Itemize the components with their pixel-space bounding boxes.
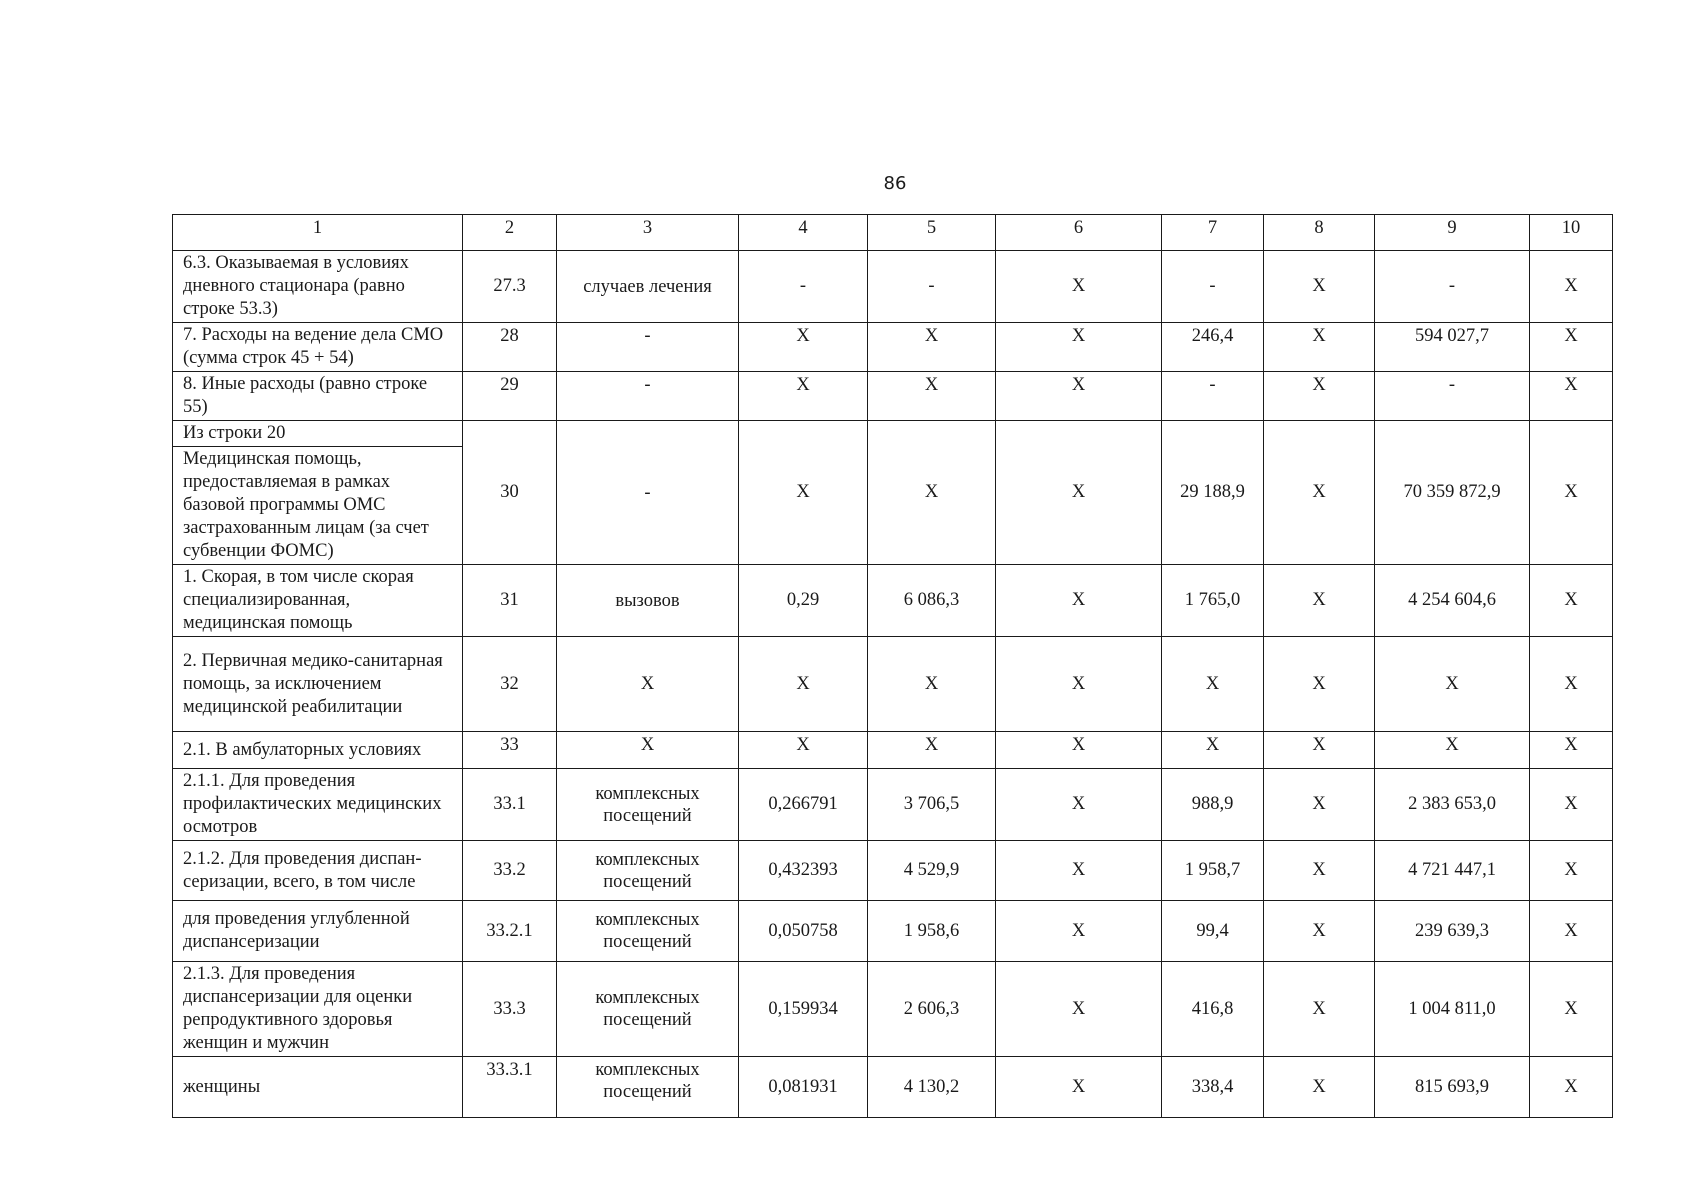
table-row xyxy=(173,962,1613,1057)
row-unit: комплексных посещений xyxy=(557,1057,739,1118)
table-row xyxy=(173,251,1613,323)
cell-col6: Х xyxy=(996,251,1162,323)
row-line-code: 31 xyxy=(463,565,557,637)
cell-col5: Х xyxy=(868,421,996,565)
cell-col10: Х xyxy=(1530,637,1613,732)
row-name: 7. Расходы на ведение дела СМО (сумма строк 45 + 54) xyxy=(173,323,463,372)
cell-col10: Х xyxy=(1530,251,1613,323)
cell-col7: 416,8 xyxy=(1162,962,1264,1057)
row-name: 2.1. В амбулаторных условиях xyxy=(173,732,463,769)
cell-col10: Х xyxy=(1530,1057,1613,1118)
row-name: 2.1.1. Для проведения профилактических медицинских осмотров xyxy=(173,769,463,841)
cell-col6: Х xyxy=(996,637,1162,732)
row-name: 2. Первичная медико-санитарная помощь, за исключением медицинской реабилитации xyxy=(173,637,463,732)
cell-col9: 239 639,3 xyxy=(1375,901,1530,962)
cell-col4: Х xyxy=(739,637,868,732)
cell-col6: Х xyxy=(996,962,1162,1057)
cell-col8: Х xyxy=(1264,637,1375,732)
cell-col7: Х xyxy=(1162,637,1264,732)
cell-col7: 1 958,7 xyxy=(1162,841,1264,901)
cell-col10: Х xyxy=(1530,962,1613,1057)
column-number: 5 xyxy=(868,215,996,251)
row-unit: - xyxy=(557,421,739,565)
cell-col10: Х xyxy=(1530,372,1613,421)
cell-col8: Х xyxy=(1264,841,1375,901)
cell-col9: Х xyxy=(1375,637,1530,732)
cell-col4: - xyxy=(739,251,868,323)
cell-col9: Х xyxy=(1375,732,1530,769)
column-number: 10 xyxy=(1530,215,1613,251)
row-name: для проведения углубленной диспансеризации xyxy=(173,901,463,962)
column-number: 6 xyxy=(996,215,1162,251)
cell-col8: Х xyxy=(1264,323,1375,372)
cell-col6: Х xyxy=(996,841,1162,901)
row-line-code: 33 xyxy=(463,732,557,769)
cell-col4: 0,159934 xyxy=(739,962,868,1057)
cell-col5: 4 529,9 xyxy=(868,841,996,901)
cell-col7: 338,4 xyxy=(1162,1057,1264,1118)
cell-col9: 815 693,9 xyxy=(1375,1057,1530,1118)
row-unit: Х xyxy=(557,637,739,732)
row-line-code: 30 xyxy=(463,421,557,565)
cell-col5: - xyxy=(868,251,996,323)
cell-col4: Х xyxy=(739,372,868,421)
row-unit: комплексных посещений xyxy=(557,841,739,901)
column-number: 1 xyxy=(173,215,463,251)
cell-col7: - xyxy=(1162,372,1264,421)
row-unit: случаев лечения xyxy=(557,251,739,323)
table-row xyxy=(173,1057,1613,1118)
cell-col8: Х xyxy=(1264,421,1375,565)
cell-col10: Х xyxy=(1530,732,1613,769)
cell-col10: Х xyxy=(1530,901,1613,962)
cell-col4: 0,432393 xyxy=(739,841,868,901)
cell-col6: Х xyxy=(996,565,1162,637)
table-row xyxy=(173,421,1613,447)
column-number: 9 xyxy=(1375,215,1530,251)
row-name: 8. Иные расходы (равно строке 55) xyxy=(173,372,463,421)
cell-col8: Х xyxy=(1264,372,1375,421)
data-table xyxy=(172,214,1613,1118)
row-line-code: 32 xyxy=(463,637,557,732)
cell-col4: 0,050758 xyxy=(739,901,868,962)
table-row xyxy=(173,323,1613,372)
cell-col4: Х xyxy=(739,732,868,769)
cell-col5: 4 130,2 xyxy=(868,1057,996,1118)
cell-col10: Х xyxy=(1530,769,1613,841)
cell-col5: 6 086,3 xyxy=(868,565,996,637)
table-row xyxy=(173,732,1613,769)
cell-col10: Х xyxy=(1530,421,1613,565)
row-line-code: 29 xyxy=(463,372,557,421)
cell-col5: Х xyxy=(868,372,996,421)
row-line-code: 33.1 xyxy=(463,769,557,841)
cell-col7: Х xyxy=(1162,732,1264,769)
cell-col8: Х xyxy=(1264,769,1375,841)
row-unit: комплексных посещений xyxy=(557,769,739,841)
row-unit: Х xyxy=(557,732,739,769)
row-subheading: Из строки 20 xyxy=(173,421,463,447)
row-name: 2.1.2. Для проведения диспан-серизации, всего, в том числе xyxy=(173,841,463,901)
table-row xyxy=(173,637,1613,732)
table-row xyxy=(173,372,1613,421)
cell-col8: Х xyxy=(1264,565,1375,637)
cell-col4: Х xyxy=(739,323,868,372)
row-name: Медицинская помощь, предоставляемая в рамках базовой программы ОМС застрахованным лицам (за счет субвенции ФОМС) xyxy=(173,447,463,565)
cell-col7: 1 765,0 xyxy=(1162,565,1264,637)
column-number: 2 xyxy=(463,215,557,251)
cell-col9: - xyxy=(1375,372,1530,421)
table-row xyxy=(173,841,1613,901)
cell-col6: Х xyxy=(996,769,1162,841)
cell-col9: 1 004 811,0 xyxy=(1375,962,1530,1057)
cell-col9: - xyxy=(1375,251,1530,323)
cell-col7: 246,4 xyxy=(1162,323,1264,372)
row-unit: - xyxy=(557,372,739,421)
row-line-code: 33.3 xyxy=(463,962,557,1057)
cell-col10: Х xyxy=(1530,565,1613,637)
cell-col6: Х xyxy=(996,323,1162,372)
table-row xyxy=(173,565,1613,637)
row-unit: - xyxy=(557,323,739,372)
row-name: женщины xyxy=(173,1057,463,1118)
cell-col7: - xyxy=(1162,251,1264,323)
cell-col9: 2 383 653,0 xyxy=(1375,769,1530,841)
page-number: 86 xyxy=(883,173,907,194)
table-row xyxy=(173,769,1613,841)
cell-col4: Х xyxy=(739,421,868,565)
cell-col5: Х xyxy=(868,637,996,732)
cell-col8: Х xyxy=(1264,732,1375,769)
row-name: 1. Скорая, в том числе скорая специализированная, медицинская помощь xyxy=(173,565,463,637)
cell-col6: Х xyxy=(996,372,1162,421)
row-unit: вызовов xyxy=(557,565,739,637)
row-line-code: 33.3.1 xyxy=(463,1057,557,1118)
row-line-code: 27.3 xyxy=(463,251,557,323)
cell-col8: Х xyxy=(1264,962,1375,1057)
cell-col6: Х xyxy=(996,421,1162,565)
cell-col9: 4 721 447,1 xyxy=(1375,841,1530,901)
cell-col8: Х xyxy=(1264,901,1375,962)
row-name: 6.3. Оказываемая в условиях дневного стационара (равно строке 53.3) xyxy=(173,251,463,323)
row-name: 2.1.3. Для проведения диспансеризации для оценки репродуктивного здоровья женщин и мужчин xyxy=(173,962,463,1057)
cell-col4: 0,266791 xyxy=(739,769,868,841)
column-number: 3 xyxy=(557,215,739,251)
cell-col5: 3 706,5 xyxy=(868,769,996,841)
column-number: 8 xyxy=(1264,215,1375,251)
cell-col8: Х xyxy=(1264,251,1375,323)
cell-col5: 2 606,3 xyxy=(868,962,996,1057)
cell-col10: Х xyxy=(1530,323,1613,372)
cell-col9: 70 359 872,9 xyxy=(1375,421,1530,565)
cell-col4: 0,081931 xyxy=(739,1057,868,1118)
cell-col6: Х xyxy=(996,901,1162,962)
cell-col7: 99,4 xyxy=(1162,901,1264,962)
cell-col6: Х xyxy=(996,732,1162,769)
column-number-row xyxy=(173,215,1613,251)
cell-col9: 594 027,7 xyxy=(1375,323,1530,372)
cell-col6: Х xyxy=(996,1057,1162,1118)
row-line-code: 28 xyxy=(463,323,557,372)
cell-col10: Х xyxy=(1530,841,1613,901)
column-number: 7 xyxy=(1162,215,1264,251)
cell-col9: 4 254 604,6 xyxy=(1375,565,1530,637)
column-number: 4 xyxy=(739,215,868,251)
cell-col8: Х xyxy=(1264,1057,1375,1118)
cell-col7: 29 188,9 xyxy=(1162,421,1264,565)
cell-col7: 988,9 xyxy=(1162,769,1264,841)
cell-col5: 1 958,6 xyxy=(868,901,996,962)
row-line-code: 33.2 xyxy=(463,841,557,901)
row-unit: комплексных посещений xyxy=(557,901,739,962)
table-row xyxy=(173,901,1613,962)
cell-col5: Х xyxy=(868,323,996,372)
cell-col4: 0,29 xyxy=(739,565,868,637)
row-unit: комплексных посещений xyxy=(557,962,739,1057)
row-line-code: 33.2.1 xyxy=(463,901,557,962)
cell-col5: Х xyxy=(868,732,996,769)
